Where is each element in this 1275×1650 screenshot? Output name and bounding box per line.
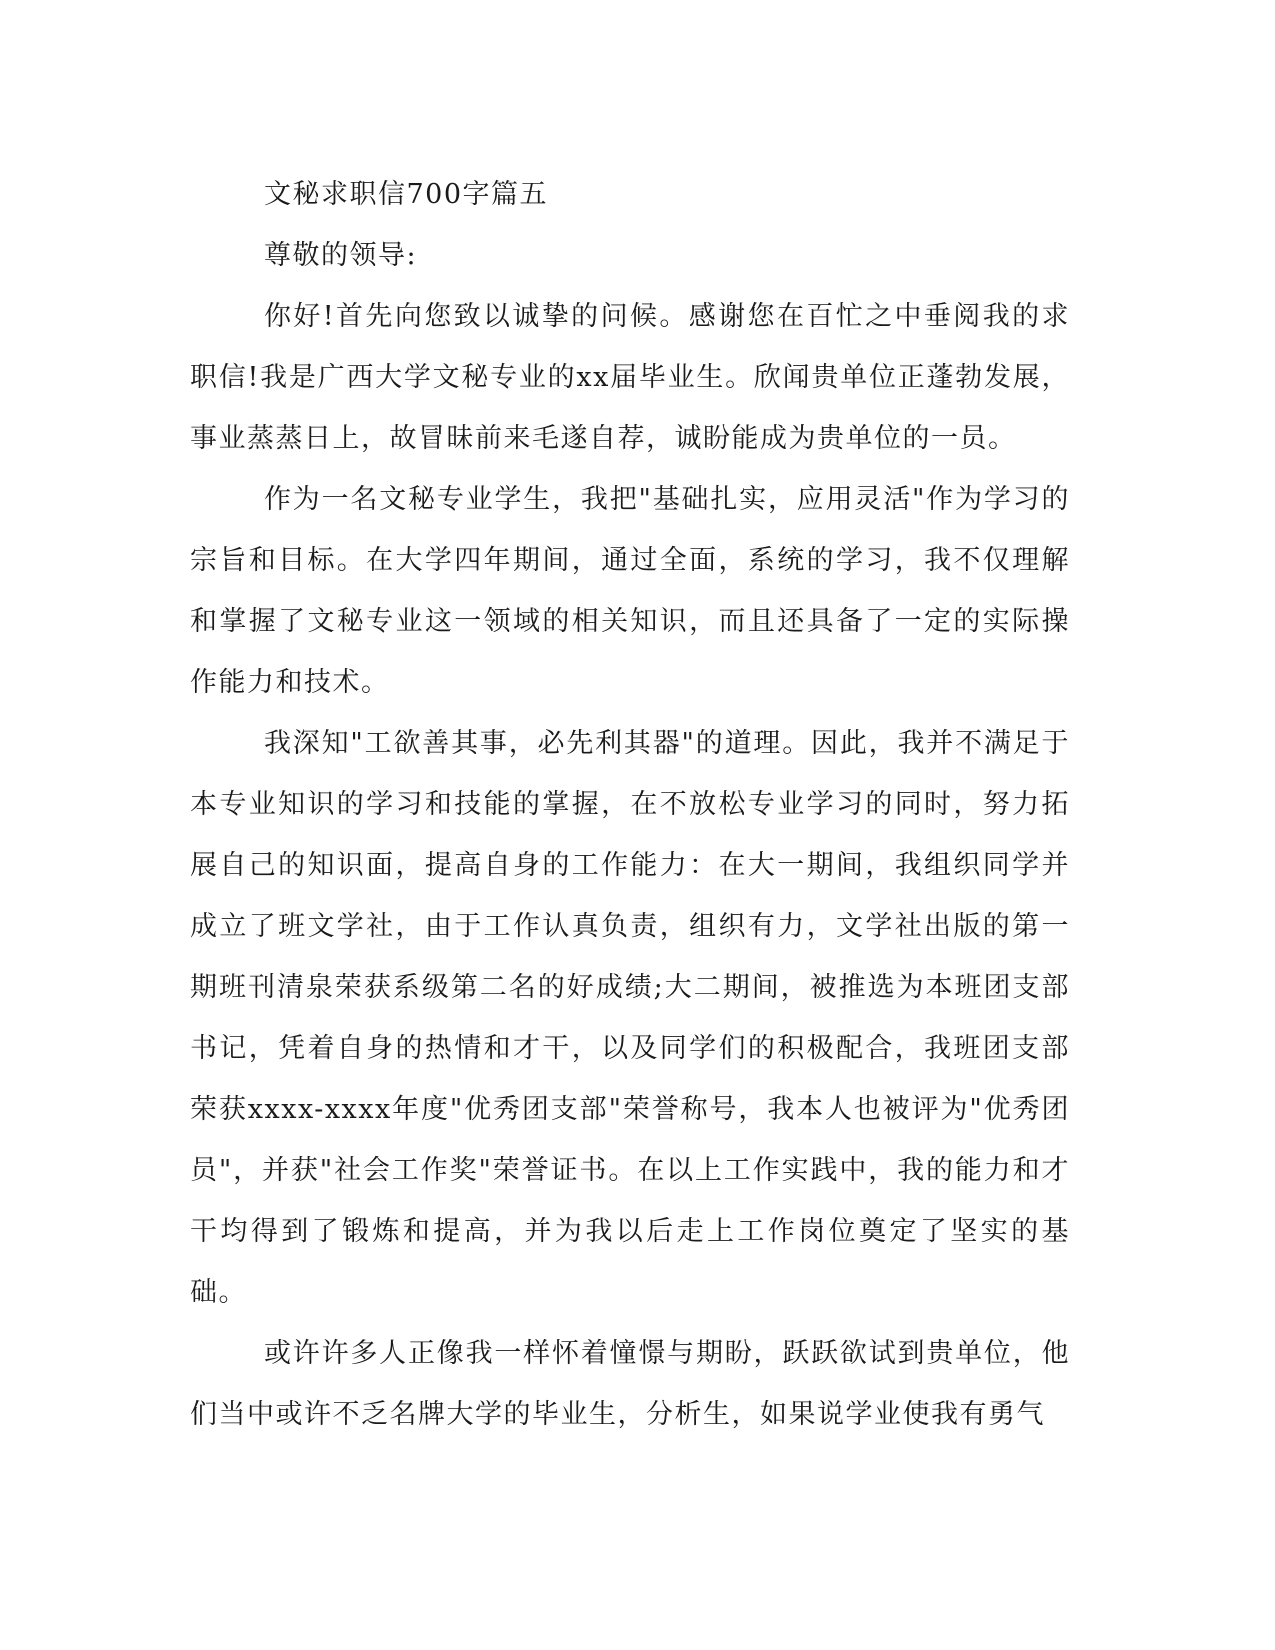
paragraph-closing-partial: 或许许多人正像我一样怀着憧憬与期盼，跃跃欲试到贵单位，他们当中或许不乏名牌大学的毕业生，分析生，如果说学业使我有勇气 <box>190 1338 1070 1430</box>
letter-title: 文秘求职信700字篇五 <box>264 179 549 210</box>
letter-body <box>190 164 1070 1445</box>
paragraph-greeting: 你好!首先向您致以诚挚的问候。感谢您在百忙之中垂阅我的求职信!我是广西大学文秘专业的xx届毕业生。欣闻贵单位正蓬勃发展，事业蒸蒸日上，故冒昧前来毛遂自荐，诚盼能成为贵单位的一员。 <box>190 301 1070 454</box>
letter-salutation: 尊敬的领导: <box>264 240 418 271</box>
paragraph-experience: 我深知"工欲善其事，必先利其器"的道理。因此，我并不满足于本专业知识的学习和技能的掌握，在不放松专业学习的同时，努力拓展自己的知识面，提高自身的工作能力：在大一期间，我组织同学并成立了班文学社，由于工作认真负责，组织有力，文学社出版的第一期班刊清泉荣获系级第二名的好成绩;大二期间，被推选为本班团支部书记，凭着自身的热情和才干，以及同学们的积极配合，我班团支部荣获xxxx-xxxx年度"优秀团支部"荣誉称号，我本人也被评为"优秀团员"，并获"社会工作奖"荣誉证书。在以上工作实践中，我的能力和才干均得到了锻炼和提高，并为我以后走上工作岗位奠定了坚实的基础。 <box>190 728 1070 1308</box>
paragraph-study-goals: 作为一名文秘专业学生，我把"基础扎实，应用灵活"作为学习的宗旨和目标。在大学四年期间，通过全面，系统的学习，我不仅理解和掌握了文秘专业这一领域的相关知识，而且还具备了一定的实际操作能力和技术。 <box>190 484 1070 698</box>
